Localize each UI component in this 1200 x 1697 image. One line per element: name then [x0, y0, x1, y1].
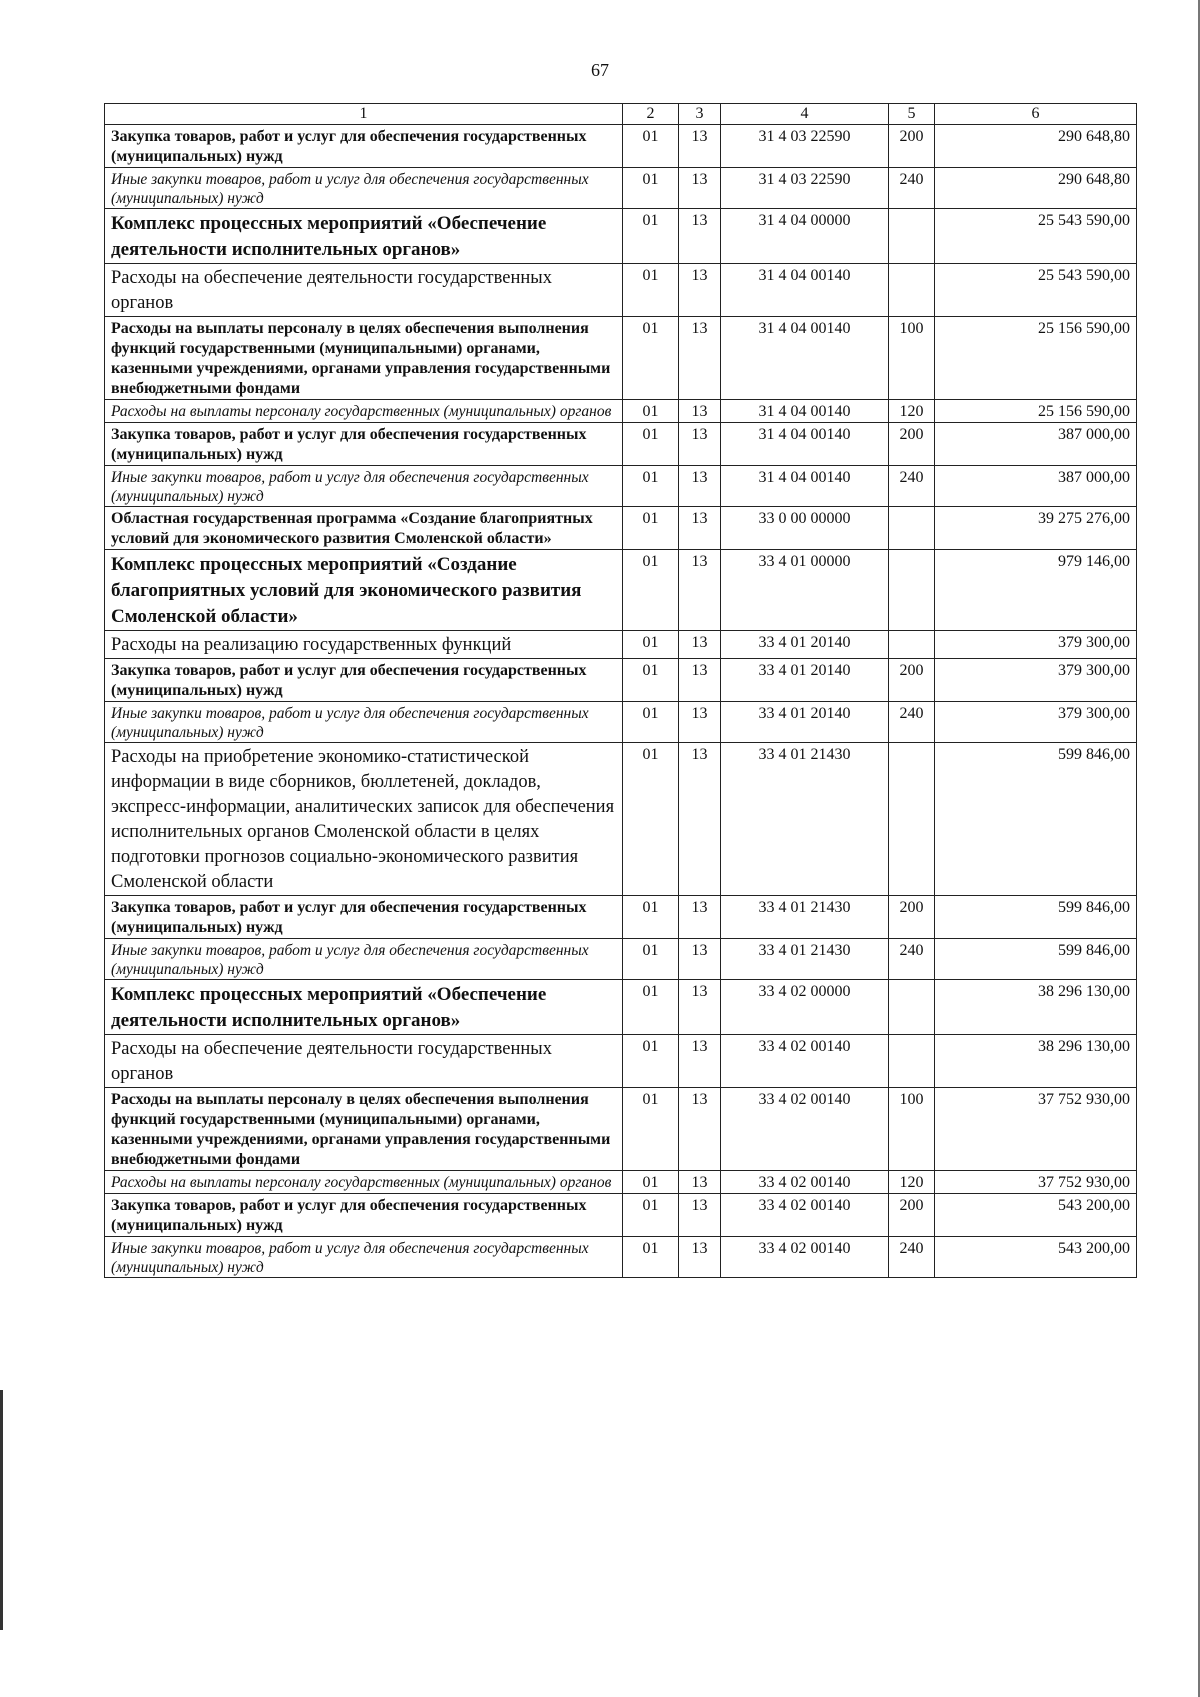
row-name-cell: Иные закупки товаров, работ и услуг для обеспечения государственных (муниципальных) нужд: [105, 168, 623, 209]
row-name-cell: Закупка товаров, работ и услуг для обеспечения государственных (муниципальных) нужд: [105, 423, 623, 466]
row-target-code-cell: 33 4 01 21430: [721, 743, 889, 896]
table-row: [105, 659, 1137, 702]
row-subsection-cell: 13: [679, 550, 721, 631]
row-expense-type-cell: [889, 1035, 935, 1088]
table-row: [105, 702, 1137, 743]
page-number: 67: [591, 60, 609, 80]
row-section-cell: 01: [623, 631, 679, 659]
column-header-5: 5: [889, 104, 935, 125]
column-header-4: 4: [721, 104, 889, 125]
row-amount-cell: 25 156 590,00: [935, 400, 1137, 423]
row-amount-cell: 290 648,80: [935, 168, 1137, 209]
row-subsection-cell: 13: [679, 168, 721, 209]
table-row: [105, 896, 1137, 939]
row-name-cell: Расходы на приобретение экономико-статистической информации в виде сборников, бюллетеней, докладов, экспресс-информации, аналитических записок для обеспечения исполнительных органов Смоленской области в целях подготовки прогнозов социально-экономического развития Смоленской области: [105, 743, 623, 896]
row-target-code-cell: 31 4 03 22590: [721, 168, 889, 209]
row-expense-type-cell: 200: [889, 896, 935, 939]
row-amount-cell: 37 752 930,00: [935, 1171, 1137, 1194]
row-name-cell: Закупка товаров, работ и услуг для обеспечения государственных (муниципальных) нужд: [105, 1194, 623, 1237]
row-subsection-cell: 13: [679, 659, 721, 702]
row-expense-type-cell: [889, 209, 935, 264]
row-expense-type-cell: [889, 264, 935, 317]
row-subsection-cell: 13: [679, 1088, 721, 1171]
row-subsection-cell: 13: [679, 507, 721, 550]
row-target-code-cell: 33 4 02 00140: [721, 1237, 889, 1278]
row-subsection-cell: 13: [679, 400, 721, 423]
row-subsection-cell: 13: [679, 1194, 721, 1237]
row-name-cell: Расходы на обеспечение деятельности государственных органов: [105, 1035, 623, 1088]
column-header-6: 6: [935, 104, 1137, 125]
row-amount-cell: 25 543 590,00: [935, 264, 1137, 317]
row-target-code-cell: 33 4 01 20140: [721, 659, 889, 702]
row-section-cell: 01: [623, 209, 679, 264]
row-target-code-cell: 33 4 01 20140: [721, 702, 889, 743]
row-subsection-cell: 13: [679, 980, 721, 1035]
row-amount-cell: 25 543 590,00: [935, 209, 1137, 264]
row-section-cell: 01: [623, 939, 679, 980]
row-expense-type-cell: 120: [889, 400, 935, 423]
row-amount-cell: 599 846,00: [935, 743, 1137, 896]
row-amount-cell: 39 275 276,00: [935, 507, 1137, 550]
row-target-code-cell: 33 4 02 00000: [721, 980, 889, 1035]
table-row: [105, 1171, 1137, 1194]
row-target-code-cell: 33 4 01 00000: [721, 550, 889, 631]
table-row: [105, 1035, 1137, 1088]
row-name-cell: Иные закупки товаров, работ и услуг для обеспечения государственных (муниципальных) нужд: [105, 466, 623, 507]
row-section-cell: 01: [623, 466, 679, 507]
row-target-code-cell: 33 4 01 20140: [721, 631, 889, 659]
row-subsection-cell: 13: [679, 939, 721, 980]
row-expense-type-cell: [889, 743, 935, 896]
row-target-code-cell: 33 4 02 00140: [721, 1194, 889, 1237]
row-target-code-cell: 31 4 04 00140: [721, 317, 889, 400]
row-amount-cell: 543 200,00: [935, 1194, 1137, 1237]
row-subsection-cell: 13: [679, 702, 721, 743]
row-amount-cell: 599 846,00: [935, 896, 1137, 939]
table-row: [105, 209, 1137, 264]
row-section-cell: 01: [623, 1088, 679, 1171]
row-section-cell: 01: [623, 168, 679, 209]
scan-margin-line: [0, 1390, 3, 1630]
row-name-cell: Расходы на выплаты персоналу государственных (муниципальных) органов: [105, 400, 623, 423]
budget-table: [104, 103, 1137, 1278]
table-row: [105, 317, 1137, 400]
row-section-cell: 01: [623, 264, 679, 317]
row-section-cell: 01: [623, 659, 679, 702]
row-name-cell: Расходы на выплаты персоналу государственных (муниципальных) органов: [105, 1171, 623, 1194]
row-subsection-cell: 13: [679, 264, 721, 317]
row-section-cell: 01: [623, 400, 679, 423]
row-target-code-cell: 33 4 02 00140: [721, 1035, 889, 1088]
table-row: [105, 939, 1137, 980]
row-expense-type-cell: [889, 550, 935, 631]
table-row: [105, 743, 1137, 896]
row-expense-type-cell: 240: [889, 466, 935, 507]
row-name-cell: Иные закупки товаров, работ и услуг для обеспечения государственных (муниципальных) нужд: [105, 702, 623, 743]
row-name-cell: Расходы на выплаты персоналу в целях обеспечения выполнения функций государственными (муниципальными) органами, казенными учреждениями, органами управления государственными внебюджетными фондами: [105, 317, 623, 400]
row-section-cell: 01: [623, 125, 679, 168]
table-row: [105, 168, 1137, 209]
row-section-cell: 01: [623, 743, 679, 896]
row-subsection-cell: 13: [679, 466, 721, 507]
row-amount-cell: 979 146,00: [935, 550, 1137, 631]
table-row: [105, 264, 1137, 317]
table-row: [105, 1194, 1137, 1237]
row-expense-type-cell: 200: [889, 125, 935, 168]
row-target-code-cell: 31 4 03 22590: [721, 125, 889, 168]
row-target-code-cell: 33 4 01 21430: [721, 939, 889, 980]
row-expense-type-cell: 200: [889, 1194, 935, 1237]
row-name-cell: Комплекс процессных мероприятий «Создание благоприятных условий для экономического развития Смоленской области»: [105, 550, 623, 631]
row-expense-type-cell: 100: [889, 317, 935, 400]
row-section-cell: 01: [623, 507, 679, 550]
table-row: [105, 466, 1137, 507]
row-name-cell: Закупка товаров, работ и услуг для обеспечения государственных (муниципальных) нужд: [105, 659, 623, 702]
row-expense-type-cell: 200: [889, 659, 935, 702]
table-row: [105, 400, 1137, 423]
row-section-cell: 01: [623, 317, 679, 400]
row-amount-cell: 38 296 130,00: [935, 980, 1137, 1035]
row-subsection-cell: 13: [679, 1237, 721, 1278]
row-amount-cell: 290 648,80: [935, 125, 1137, 168]
row-target-code-cell: 33 0 00 00000: [721, 507, 889, 550]
row-subsection-cell: 13: [679, 209, 721, 264]
row-target-code-cell: 31 4 04 00000: [721, 209, 889, 264]
table-body: [105, 125, 1137, 1278]
row-name-cell: Областная государственная программа «Создание благоприятных условий для экономического развития Смоленской области»: [105, 507, 623, 550]
row-section-cell: 01: [623, 423, 679, 466]
row-subsection-cell: 13: [679, 631, 721, 659]
row-target-code-cell: 33 4 02 00140: [721, 1088, 889, 1171]
row-name-cell: Комплекс процессных мероприятий «Обеспечение деятельности исполнительных органов»: [105, 209, 623, 264]
column-header-1: 1: [105, 104, 623, 125]
row-target-code-cell: 31 4 04 00140: [721, 466, 889, 507]
table-row: [105, 1237, 1137, 1278]
row-amount-cell: 379 300,00: [935, 631, 1137, 659]
row-amount-cell: 387 000,00: [935, 423, 1137, 466]
row-expense-type-cell: 200: [889, 423, 935, 466]
row-amount-cell: 599 846,00: [935, 939, 1137, 980]
row-expense-type-cell: [889, 507, 935, 550]
row-subsection-cell: 13: [679, 743, 721, 896]
row-name-cell: Расходы на выплаты персоналу в целях обеспечения выполнения функций государственными (муниципальными) органами, казенными учреждениями, органами управления государственными внебюджетными фондами: [105, 1088, 623, 1171]
row-subsection-cell: 13: [679, 423, 721, 466]
row-name-cell: Комплекс процессных мероприятий «Обеспечение деятельности исполнительных органов»: [105, 980, 623, 1035]
row-amount-cell: 379 300,00: [935, 702, 1137, 743]
row-subsection-cell: 13: [679, 125, 721, 168]
row-section-cell: 01: [623, 980, 679, 1035]
row-expense-type-cell: [889, 980, 935, 1035]
row-target-code-cell: 33 4 01 21430: [721, 896, 889, 939]
row-amount-cell: 543 200,00: [935, 1237, 1137, 1278]
row-name-cell: Иные закупки товаров, работ и услуг для обеспечения государственных (муниципальных) нужд: [105, 1237, 623, 1278]
row-subsection-cell: 13: [679, 1035, 721, 1088]
table-row: [105, 507, 1137, 550]
row-amount-cell: 387 000,00: [935, 466, 1137, 507]
row-expense-type-cell: 240: [889, 1237, 935, 1278]
row-target-code-cell: 31 4 04 00140: [721, 423, 889, 466]
row-section-cell: 01: [623, 702, 679, 743]
row-name-cell: Расходы на обеспечение деятельности государственных органов: [105, 264, 623, 317]
row-expense-type-cell: 120: [889, 1171, 935, 1194]
row-section-cell: 01: [623, 1171, 679, 1194]
row-expense-type-cell: [889, 631, 935, 659]
row-expense-type-cell: 100: [889, 1088, 935, 1171]
row-target-code-cell: 31 4 04 00140: [721, 400, 889, 423]
table-header-row: [105, 104, 1137, 125]
row-name-cell: Закупка товаров, работ и услуг для обеспечения государственных (муниципальных) нужд: [105, 896, 623, 939]
row-section-cell: 01: [623, 896, 679, 939]
row-name-cell: Расходы на реализацию государственных функций: [105, 631, 623, 659]
row-expense-type-cell: 240: [889, 702, 935, 743]
row-amount-cell: 37 752 930,00: [935, 1088, 1137, 1171]
row-name-cell: Закупка товаров, работ и услуг для обеспечения государственных (муниципальных) нужд: [105, 125, 623, 168]
row-section-cell: 01: [623, 1237, 679, 1278]
table-row: [105, 1088, 1137, 1171]
row-amount-cell: 38 296 130,00: [935, 1035, 1137, 1088]
row-subsection-cell: 13: [679, 317, 721, 400]
table-row: [105, 423, 1137, 466]
row-section-cell: 01: [623, 1035, 679, 1088]
table-row: [105, 980, 1137, 1035]
row-amount-cell: 25 156 590,00: [935, 317, 1137, 400]
row-amount-cell: 379 300,00: [935, 659, 1137, 702]
table-row: [105, 631, 1137, 659]
row-section-cell: 01: [623, 550, 679, 631]
row-subsection-cell: 13: [679, 896, 721, 939]
row-expense-type-cell: 240: [889, 168, 935, 209]
column-header-3: 3: [679, 104, 721, 125]
table-row: [105, 125, 1137, 168]
row-target-code-cell: 33 4 02 00140: [721, 1171, 889, 1194]
row-section-cell: 01: [623, 1194, 679, 1237]
row-name-cell: Иные закупки товаров, работ и услуг для обеспечения государственных (муниципальных) нужд: [105, 939, 623, 980]
table-row: [105, 550, 1137, 631]
row-expense-type-cell: 240: [889, 939, 935, 980]
row-subsection-cell: 13: [679, 1171, 721, 1194]
row-target-code-cell: 31 4 04 00140: [721, 264, 889, 317]
column-header-2: 2: [623, 104, 679, 125]
